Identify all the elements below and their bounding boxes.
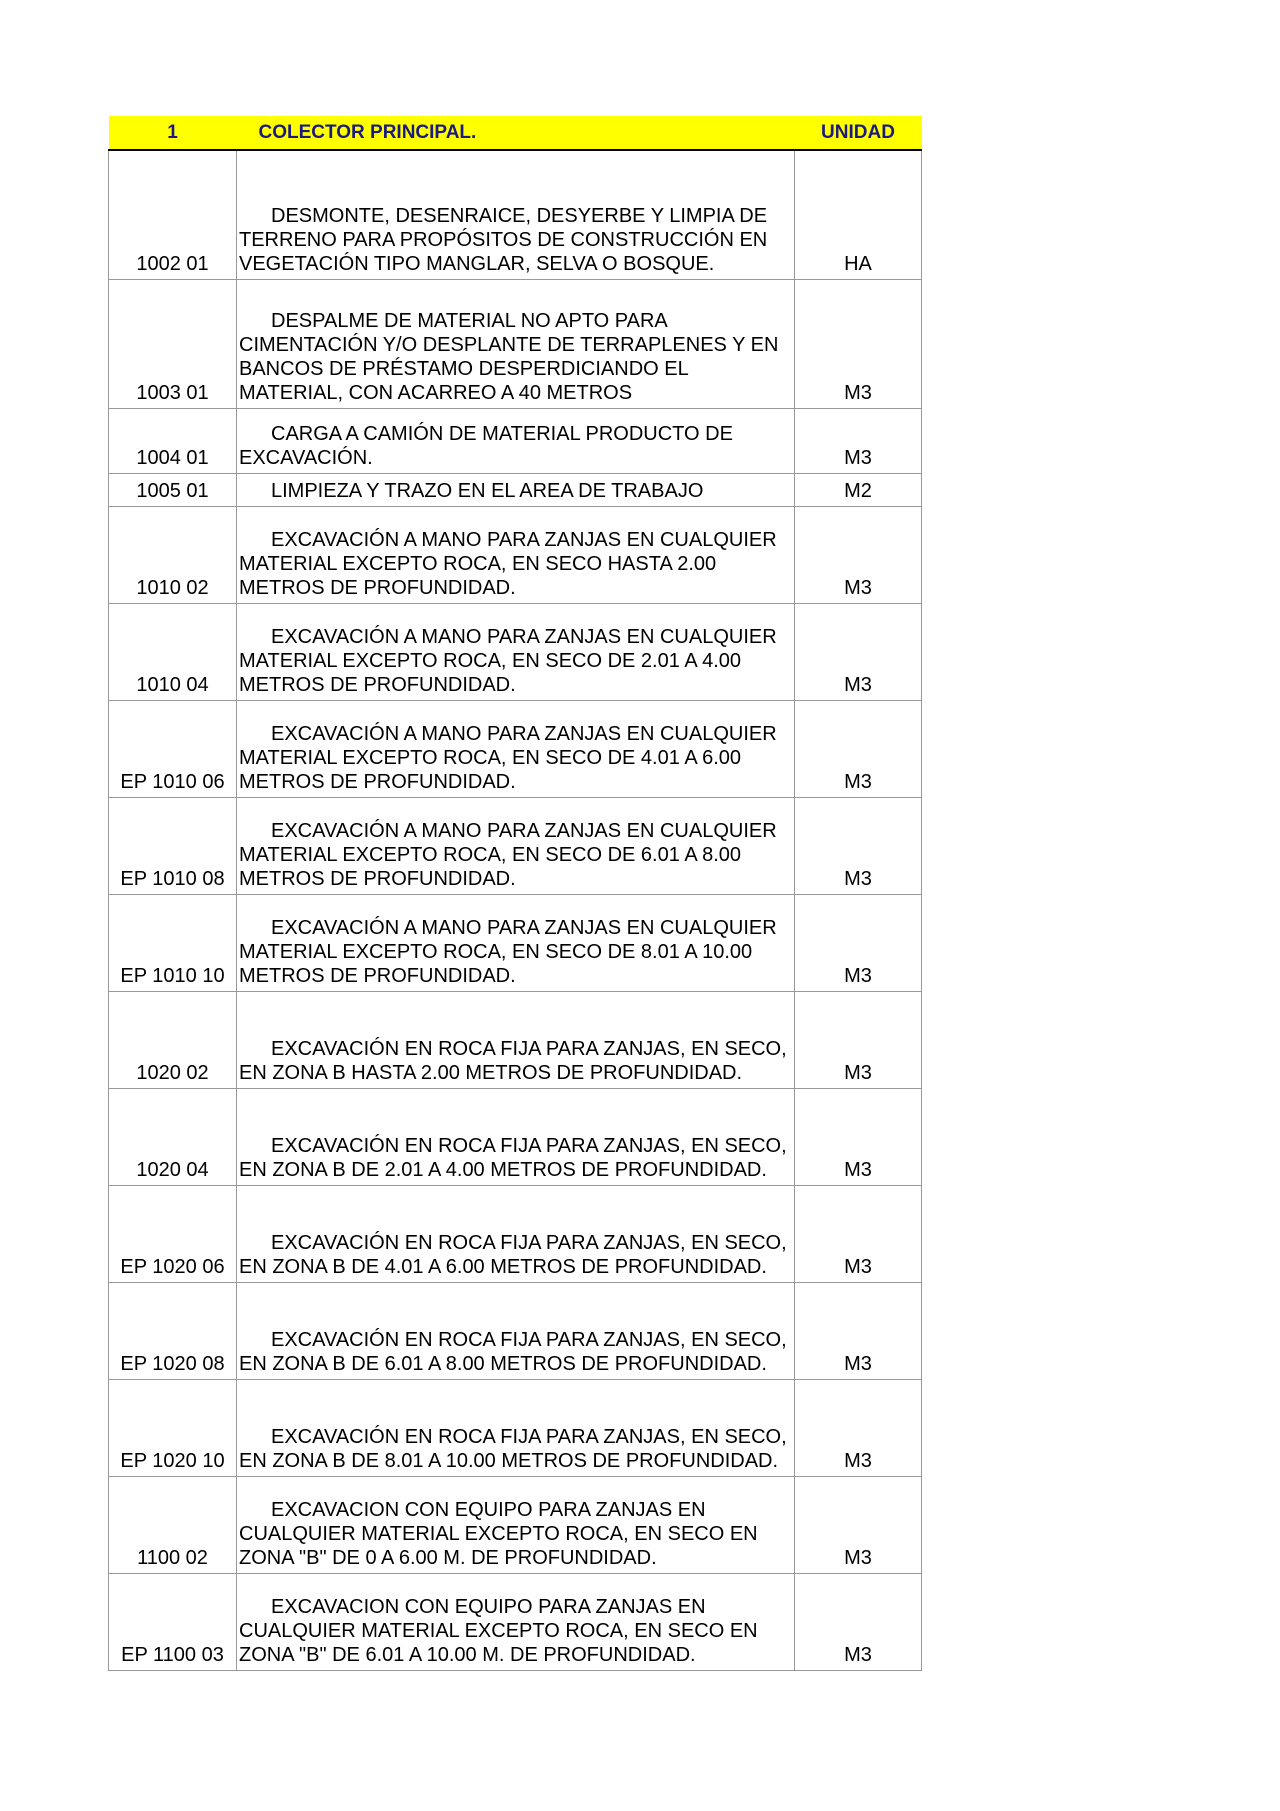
table-row [109,506,922,603]
table-row [109,991,922,1088]
concept-unit: M3 [795,603,922,700]
concept-description: EXCAVACIÓN EN ROCA FIJA PARA ZANJAS, EN SECO, EN ZONA B DE 2.01 A 4.00 METROS DE PROFUNDIDAD. [239,1134,787,1181]
concept-unit: M3 [795,1573,922,1670]
concept-description-cell [237,408,795,473]
header-number: 1 [109,116,237,150]
concept-unit: HA [795,150,922,279]
table-row [109,603,922,700]
concept-code: 1020 04 [109,1088,237,1185]
concept-description-cell [237,1476,795,1573]
concept-description-cell [237,700,795,797]
concept-description: CARGA A CAMIÓN DE MATERIAL PRODUCTO DE EXCAVACIÓN. [239,422,733,469]
table-row [109,1476,922,1573]
concept-code: 1002 01 [109,150,237,279]
concept-code: 1100 02 [109,1476,237,1573]
concept-code: EP 1020 10 [109,1379,237,1476]
concept-description: EXCAVACIÓN A MANO PARA ZANJAS EN CUALQUIER MATERIAL EXCEPTO ROCA, EN SECO DE 8.01 A 10.00 METROS DE PROFUNDIDAD. [239,916,777,987]
concept-description: EXCAVACIÓN A MANO PARA ZANJAS EN CUALQUIER MATERIAL EXCEPTO ROCA, EN SECO DE 2.01 A 4.00 METROS DE PROFUNDIDAD. [239,625,777,696]
concept-code: 1004 01 [109,408,237,473]
concept-description: EXCAVACIÓN A MANO PARA ZANJAS EN CUALQUIER MATERIAL EXCEPTO ROCA, EN SECO DE 6.01 A 8.00 METROS DE PROFUNDIDAD. [239,819,777,890]
concept-description: DESPALME DE MATERIAL NO APTO PARA CIMENTACIÓN Y/O DESPLANTE DE TERRAPLENES Y EN BANCOS DE PRÉSTAMO DESPERDICIANDO EL MATERIAL, CON ACARREO A 40 METROS [239,309,779,404]
concept-unit: M3 [795,279,922,408]
concept-unit: M3 [795,991,922,1088]
concept-table [108,116,922,1671]
concept-unit: M3 [795,506,922,603]
concept-description-cell [237,279,795,408]
concept-unit: M2 [795,473,922,506]
header-title: COLECTOR PRINCIPAL. [237,116,795,150]
concept-description: DESMONTE, DESENRAICE, DESYERBE Y LIMPIA DE TERRENO PARA PROPÓSITOS DE CONSTRUCCIÓN EN VEGETACIÓN TIPO MANGLAR, SELVA O BOSQUE. [239,204,768,275]
concept-description: EXCAVACIÓN EN ROCA FIJA PARA ZANJAS, EN SECO, EN ZONA B HASTA 2.00 METROS DE PROFUNDIDAD. [239,1037,787,1084]
concept-unit: M3 [795,1088,922,1185]
concept-description: EXCAVACION CON EQUIPO PARA ZANJAS EN CUALQUIER MATERIAL EXCEPTO ROCA, EN SECO EN ZONA "B" DE 0 A 6.00 M. DE PROFUNDIDAD. [239,1498,758,1569]
concept-description: EXCAVACIÓN EN ROCA FIJA PARA ZANJAS, EN SECO, EN ZONA B DE 6.01 A 8.00 METROS DE PROFUNDIDAD. [239,1328,787,1375]
concept-description-cell [237,991,795,1088]
concept-code: 1003 01 [109,279,237,408]
concept-description-cell [237,1282,795,1379]
concept-description-cell [237,473,795,506]
table-row [109,1185,922,1282]
table-row [109,279,922,408]
concept-unit: M3 [795,1379,922,1476]
concept-unit: M3 [795,1185,922,1282]
concept-description-cell [237,1573,795,1670]
concept-description-cell [237,1088,795,1185]
concept-unit: M3 [795,1476,922,1573]
table-row [109,700,922,797]
table-row [109,1088,922,1185]
concept-code: EP 1010 06 [109,700,237,797]
concept-code: EP 1020 06 [109,1185,237,1282]
concept-description-cell [237,1185,795,1282]
table-row [109,1282,922,1379]
concept-code: 1010 02 [109,506,237,603]
concept-description: EXCAVACIÓN A MANO PARA ZANJAS EN CUALQUIER MATERIAL EXCEPTO ROCA, EN SECO HASTA 2.00 METROS DE PROFUNDIDAD. [239,528,777,599]
concept-description: EXCAVACIÓN EN ROCA FIJA PARA ZANJAS, EN SECO, EN ZONA B DE 8.01 A 10.00 METROS DE PROFUNDIDAD. [239,1425,787,1472]
table-row [109,797,922,894]
concept-unit: M3 [795,797,922,894]
header-row [109,116,922,150]
concept-description-cell [237,894,795,991]
table-row [109,150,922,279]
concept-description-cell [237,150,795,279]
table-row [109,1573,922,1670]
concept-description-cell [237,506,795,603]
table-row [109,1379,922,1476]
concept-description: EXCAVACIÓN A MANO PARA ZANJAS EN CUALQUIER MATERIAL EXCEPTO ROCA, EN SECO DE 4.01 A 6.00 METROS DE PROFUNDIDAD. [239,722,777,793]
concept-unit: M3 [795,1282,922,1379]
concept-code: 1010 04 [109,603,237,700]
table-row [109,473,922,506]
concept-code: EP 1010 10 [109,894,237,991]
concept-code: 1005 01 [109,473,237,506]
concept-description: EXCAVACION CON EQUIPO PARA ZANJAS EN CUALQUIER MATERIAL EXCEPTO ROCA, EN SECO EN ZONA "B" DE 6.01 A 10.00 M. DE PROFUNDIDAD. [239,1595,758,1666]
concept-unit: M3 [795,700,922,797]
concept-description: EXCAVACIÓN EN ROCA FIJA PARA ZANJAS, EN SECO, EN ZONA B DE 4.01 A 6.00 METROS DE PROFUNDIDAD. [239,1231,787,1278]
concept-code: EP 1100 03 [109,1573,237,1670]
concept-code: 1020 02 [109,991,237,1088]
table-row [109,408,922,473]
table-row [109,894,922,991]
concept-description-cell [237,603,795,700]
concept-code: EP 1010 08 [109,797,237,894]
concept-unit: M3 [795,894,922,991]
concept-description-cell [237,1379,795,1476]
concept-unit: M3 [795,408,922,473]
concept-description: LIMPIEZA Y TRAZO EN EL AREA DE TRABAJO [271,479,704,502]
concept-description-cell [237,797,795,894]
concept-code: EP 1020 08 [109,1282,237,1379]
header-unit-label: UNIDAD [795,116,922,150]
